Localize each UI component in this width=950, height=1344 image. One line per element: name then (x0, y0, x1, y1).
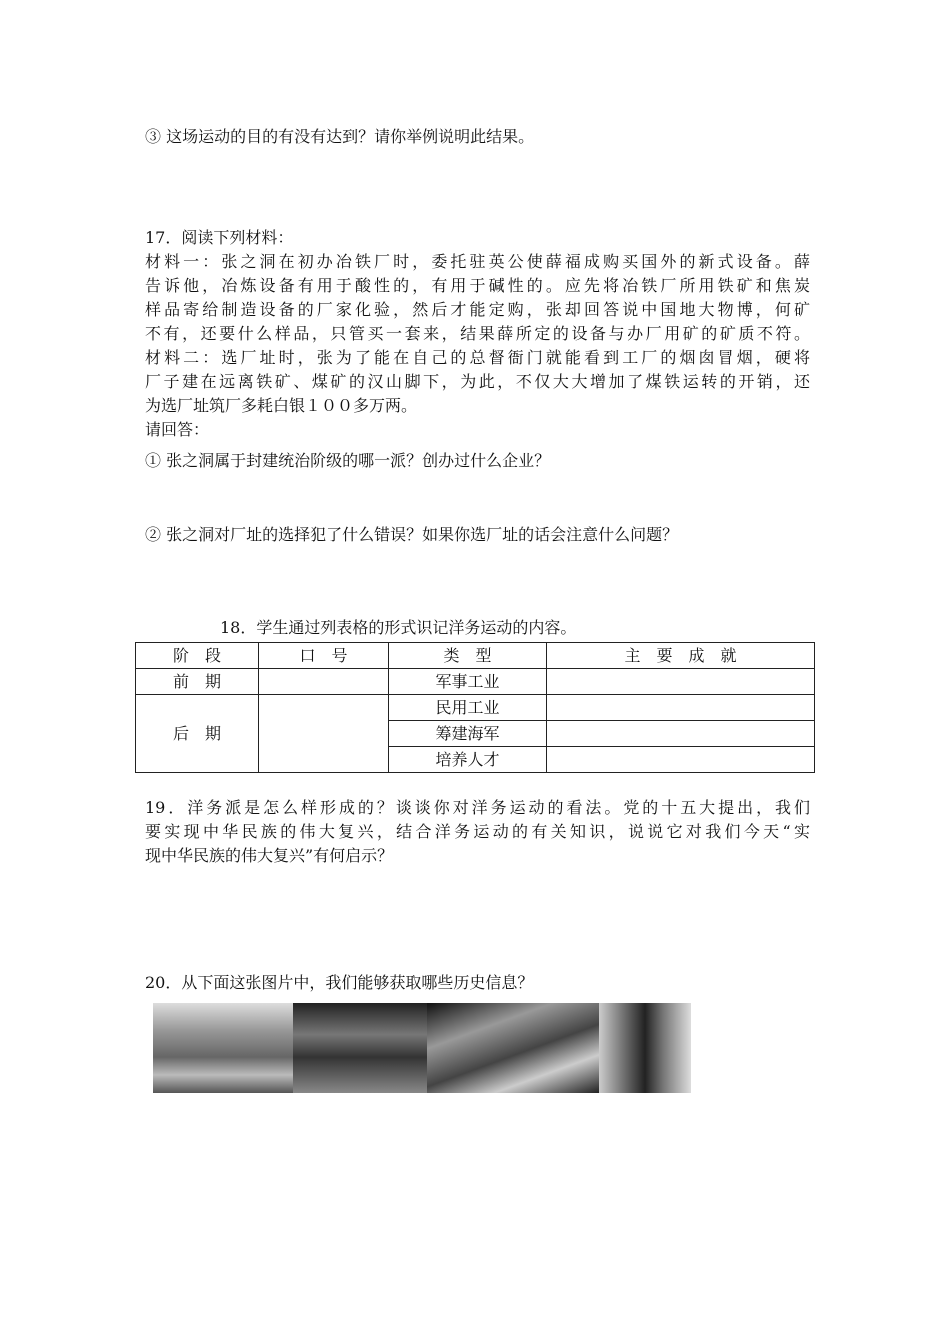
material-line: 样品寄给制造设备的厂家化验，然后才能定购，张却回答说中国地大物博，何矿 (145, 300, 810, 319)
table-header-row (136, 643, 815, 669)
type-cell: 民用工业 (389, 695, 547, 721)
stage-cell: 前 期 (136, 669, 259, 695)
material-line: 为选厂址筑厂多耗白银１００多万两。 (145, 396, 418, 415)
material-line: 材料一：张之洞在初办冶铁厂时，委托驻英公使薛福成购买国外的新式设备。薛 (145, 252, 810, 271)
question-17-1: ① 张之洞属于封建统治阶级的哪一派？创办过什么企业？ (145, 451, 551, 470)
question-16-3: ③ 这场运动的目的有没有达到？请你举例说明此结果。 (145, 127, 535, 146)
westernization-table (135, 642, 815, 773)
header-cell: 类 型 (389, 643, 547, 669)
table-row (136, 695, 815, 721)
achievement-cell[interactable] (547, 747, 815, 773)
answer-prompt: 请回答： (145, 420, 210, 439)
achievement-cell[interactable] (547, 695, 815, 721)
achievement-cell[interactable] (547, 721, 815, 747)
material-line: 材料二：选厂址时，张为了能在自己的总督衙门就能看到工厂的烟囱冒烟，硬将 (145, 348, 810, 367)
table-row (136, 669, 815, 695)
material-line: 厂子建在远离铁矿、煤矿的汉山脚下，为此，不仅大大增加了煤铁运转的开销，还 (145, 372, 810, 391)
type-cell: 培养人才 (389, 747, 547, 773)
header-cell: 阶 段 (136, 643, 259, 669)
achievement-cell[interactable] (547, 669, 815, 695)
material-line: 不有，还要什么样品，只管买一套来，结果薛所定的设备与办厂用矿的矿质不符。 (145, 324, 810, 343)
factory-photo (153, 1003, 293, 1093)
header-cell: 主 要 成 就 (547, 643, 815, 669)
gate-photo (599, 1003, 691, 1093)
slogan-cell[interactable] (259, 695, 389, 773)
aerial-photo (427, 1003, 599, 1093)
slogan-cell[interactable] (259, 669, 389, 695)
header-cell: 口 号 (259, 643, 389, 669)
question-18-title: 18．学生通过列表格的形式识记洋务运动的内容。 (220, 618, 577, 637)
type-cell: 筹建海军 (389, 721, 547, 747)
question-19-line: 现中华民族的伟大复兴”有何启示？ (145, 846, 394, 865)
question-17-2: ② 张之洞对厂址的选择犯了什么错误？如果你选厂址的话会注意什么问题？ (145, 525, 679, 544)
material-line: 告诉他，冶炼设备有用于酸性的，有用于碱性的。应先将冶铁厂所用铁矿和焦炭 (145, 276, 810, 295)
type-cell: 军事工业 (389, 669, 547, 695)
workshop-photo (293, 1003, 427, 1093)
question-19-line: 要实现中华民族的伟大复兴，结合洋务运动的有关知识，说说它对我们今天“实 (145, 822, 810, 841)
question-17-title: 17．阅读下列材料： (145, 228, 294, 247)
question-19-line: 19．洋务派是怎么样形成的？谈谈你对洋务运动的看法。党的十五大提出，我们 (145, 798, 810, 817)
stage-cell: 后 期 (136, 695, 259, 773)
historical-photos (153, 1003, 691, 1093)
question-20: 20．从下面这张图片中，我们能够获取哪些历史信息？ (145, 973, 534, 992)
